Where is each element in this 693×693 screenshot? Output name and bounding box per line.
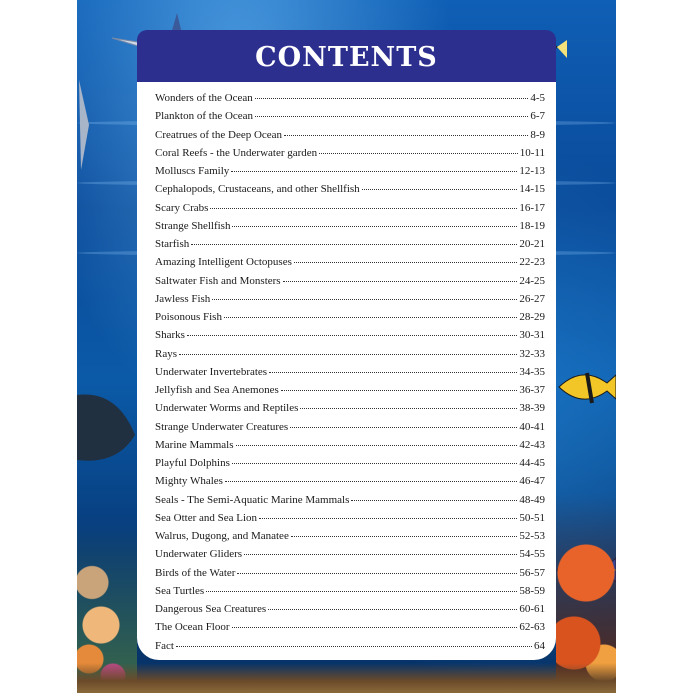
dot-leader (224, 316, 517, 318)
table-of-contents (155, 92, 545, 658)
toc-entry-title: Sea Turtles (155, 584, 205, 597)
toc-entry[interactable] (155, 421, 545, 439)
toc-entry-pages: 42-43 (519, 438, 545, 451)
fish-illustration (77, 80, 91, 170)
toc-entry-pages: 50-51 (519, 511, 545, 524)
toc-entry-pages: 60-61 (519, 603, 545, 615)
toc-entry-title: Fact (155, 639, 174, 652)
toc-entry-title: The Ocean Floor (155, 621, 230, 634)
contents-header (137, 30, 556, 84)
toc-entry[interactable] (155, 548, 545, 566)
toc-entry-title: Sea Otter and Sea Lion (155, 511, 258, 524)
dot-leader (191, 243, 517, 245)
toc-entry-title: Rays (155, 347, 177, 360)
toc-entry[interactable] (155, 129, 545, 147)
toc-entry-pages: 16-17 (519, 201, 545, 214)
dot-leader (210, 207, 517, 209)
toc-entry-title: Underwater Gliders (155, 548, 243, 561)
toc-entry[interactable] (155, 530, 545, 548)
toc-entry[interactable] (155, 585, 545, 603)
toc-entry[interactable] (155, 621, 545, 639)
toc-entry-pages: 52-53 (519, 530, 545, 542)
toc-entry-pages: 12-13 (519, 165, 545, 177)
toc-entry-pages: 44-45 (519, 457, 545, 469)
dot-leader (232, 462, 517, 464)
toc-entry-pages: 38-39 (519, 402, 545, 415)
toc-entry-pages: 56-57 (519, 566, 545, 579)
toc-entry-pages: 8-9 (530, 128, 545, 141)
toc-entry[interactable] (155, 293, 545, 311)
toc-entry-pages: 46-47 (519, 475, 545, 488)
toc-entry-title: Playful Dolphins (155, 457, 230, 469)
stingray-illustration (77, 390, 137, 470)
toc-entry-pages: 10-11 (519, 146, 545, 159)
dot-leader (231, 170, 517, 172)
toc-entry[interactable] (155, 202, 545, 220)
toc-entry-pages: 48-49 (519, 493, 545, 506)
toc-entry-title: Marine Mammals (155, 438, 234, 451)
toc-entry-title: Mighty Whales (155, 475, 223, 488)
dot-leader (255, 97, 529, 99)
page-title: CONTENTS (255, 41, 438, 73)
toc-entry-title: Scary Crabs (155, 201, 209, 214)
dot-leader (187, 334, 517, 336)
yellow-fish-illustration (557, 365, 616, 410)
toc-entry-pages: 30-31 (519, 329, 545, 342)
toc-entry[interactable] (155, 275, 545, 293)
dot-leader (291, 535, 518, 537)
toc-entry-title: Sharks (155, 329, 185, 342)
dot-leader (319, 152, 518, 154)
toc-entry-pages: 40-41 (519, 420, 545, 433)
toc-entry-title: Underwater Invertebrates (155, 365, 268, 378)
toc-entry-title: Creatrues of the Deep Ocean (155, 128, 283, 141)
dot-leader (351, 499, 517, 501)
toc-entry-pages: 36-37 (519, 384, 545, 396)
toc-entry[interactable] (155, 147, 545, 165)
dot-leader (294, 261, 517, 263)
toc-entry-title: Walrus, Dugong, and Manatee (155, 530, 289, 542)
toc-entry-pages: 22-23 (519, 256, 545, 269)
dot-leader (284, 134, 528, 136)
dot-leader (212, 298, 517, 300)
toc-entry[interactable] (155, 183, 545, 201)
toc-entry[interactable] (155, 512, 545, 530)
toc-entry[interactable] (155, 640, 545, 658)
contents-card (137, 82, 556, 660)
toc-entry-pages: 20-21 (519, 238, 545, 250)
toc-entry-title: Poisonous Fish (155, 311, 222, 323)
toc-entry-title: Seals - The Semi-Aquatic Marine Mammals (155, 493, 350, 506)
toc-entry-pages: 62-63 (519, 621, 545, 634)
toc-entry[interactable] (155, 567, 545, 585)
dot-leader (237, 572, 517, 574)
toc-entry-pages: 64 (534, 639, 545, 652)
dot-leader (232, 626, 518, 628)
toc-entry-title: Saltwater Fish and Monsters (155, 274, 281, 287)
dot-leader (244, 553, 517, 555)
toc-entry-title: Cephalopods, Crustaceans, and other Shellfish (155, 183, 360, 196)
dot-leader (290, 426, 517, 428)
toc-entry-title: Dangerous Sea Creatures (155, 603, 267, 615)
toc-entry-title: Jellyfish and Sea Anemones (155, 384, 279, 396)
toc-entry[interactable] (155, 165, 545, 183)
dot-leader (281, 389, 518, 391)
toc-entry[interactable] (155, 457, 545, 475)
toc-entry-title: Starfish (155, 238, 190, 250)
dot-leader (269, 371, 517, 373)
dot-leader (232, 225, 517, 227)
toc-entry[interactable] (155, 439, 545, 457)
toc-entry[interactable] (155, 238, 545, 256)
toc-entry-pages: 26-27 (519, 292, 545, 305)
toc-entry-title: Underwater Worms and Reptiles (155, 402, 299, 415)
toc-entry[interactable] (155, 384, 545, 402)
toc-entry-title: Plankton of the Ocean (155, 110, 254, 123)
toc-entry[interactable] (155, 220, 545, 238)
dot-leader (268, 608, 517, 610)
toc-entry[interactable] (155, 110, 545, 128)
toc-entry-pages: 28-29 (519, 311, 545, 323)
toc-entry-title: Jawless Fish (155, 292, 211, 305)
toc-entry-pages: 34-35 (519, 365, 545, 378)
dot-leader (236, 444, 518, 446)
dot-leader (225, 480, 517, 482)
ocean-background (77, 0, 616, 693)
toc-entry-pages: 4-5 (530, 92, 545, 104)
coral-reef-bottom (77, 663, 616, 693)
toc-entry-pages: 24-25 (519, 274, 545, 287)
toc-entry-pages: 6-7 (530, 110, 545, 123)
toc-entry[interactable] (155, 603, 545, 621)
toc-entry[interactable] (155, 329, 545, 347)
dot-leader (176, 645, 532, 647)
toc-entry[interactable] (155, 256, 545, 274)
toc-entry-title: Birds of the Water (155, 566, 236, 579)
toc-entry-pages: 54-55 (519, 548, 545, 561)
toc-entry[interactable] (155, 402, 545, 420)
toc-entry-title: Strange Shellfish (155, 219, 231, 232)
toc-entry[interactable] (155, 475, 545, 493)
dot-leader (283, 280, 518, 282)
dot-leader (206, 590, 517, 592)
toc-entry[interactable] (155, 366, 545, 384)
toc-entry-title: Coral Reefs - the Underwater garden (155, 146, 318, 159)
toc-entry[interactable] (155, 311, 545, 329)
toc-entry-title: Molluscs Family (155, 165, 230, 177)
toc-entry-title: Wonders of the Ocean (155, 92, 253, 104)
toc-entry-pages: 32-33 (519, 347, 545, 360)
dot-leader (259, 517, 517, 519)
dot-leader (255, 115, 528, 117)
toc-entry[interactable] (155, 494, 545, 512)
dot-leader (179, 353, 517, 355)
toc-entry-title: Strange Underwater Creatures (155, 420, 289, 433)
dot-leader (300, 407, 517, 409)
toc-entry[interactable] (155, 92, 545, 110)
toc-entry-title: Amazing Intelligent Octopuses (155, 256, 292, 269)
toc-entry-pages: 14-15 (519, 183, 545, 196)
toc-entry-pages: 18-19 (519, 219, 545, 232)
toc-entry[interactable] (155, 348, 545, 366)
toc-entry-pages: 58-59 (519, 584, 545, 597)
dot-leader (362, 188, 518, 190)
